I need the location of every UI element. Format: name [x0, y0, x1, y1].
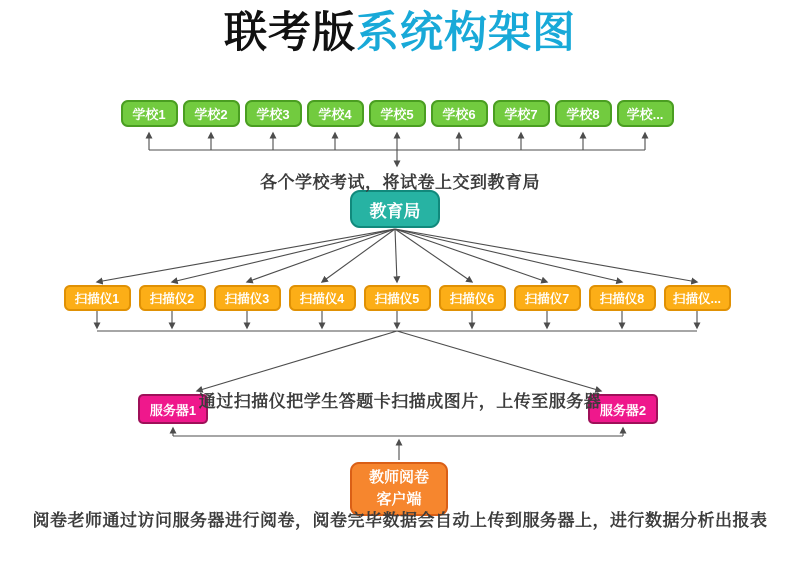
school-node: 学校...	[617, 100, 674, 127]
school-node: 学校3	[245, 100, 302, 127]
scanner-node: 扫描仪7	[514, 285, 581, 311]
caption-bottom: 阅卷老师通过访问服务器进行阅卷，阅卷完毕数据会自动上传到服务器上，进行数据分析出报表	[32, 511, 768, 530]
server-node: 服务器1	[138, 394, 208, 424]
school-node: 学校7	[493, 100, 550, 127]
school-node: 学校2	[183, 100, 240, 127]
client-label-line1: 教师阅卷	[368, 469, 429, 486]
school-node: 学校6	[431, 100, 488, 127]
title-main: 系统构架图	[356, 9, 576, 57]
school-node: 学校4	[307, 100, 364, 127]
school-node: 学校8	[555, 100, 612, 127]
scanner-node: 扫描仪5	[364, 285, 431, 311]
school-node: 学校1	[121, 100, 178, 127]
server-node: 服务器2	[588, 394, 658, 424]
scanner-node: 扫描仪8	[589, 285, 656, 311]
caption-scanners-to-servers: 通过扫描仪把学生答题卡扫描成图片，上传至服务器	[198, 392, 602, 411]
title-edition: 联考版	[224, 9, 356, 57]
scanner-node: 扫描仪6	[439, 285, 506, 311]
scanner-node: 扫描仪1	[64, 285, 131, 311]
school-node: 学校5	[369, 100, 426, 127]
scanner-node: 扫描仪...	[664, 285, 731, 311]
scanner-node: 扫描仪3	[214, 285, 281, 311]
client-label-line2: 客户端	[376, 491, 422, 508]
scanner-node: 扫描仪4	[289, 285, 356, 311]
page-title	[0, 10, 800, 57]
bureau-node: 教育局	[350, 190, 440, 228]
scanner-node: 扫描仪2	[139, 285, 206, 311]
caption-schools-to-bureau: 各个学校考试，将试卷上交到教育局	[260, 173, 540, 192]
